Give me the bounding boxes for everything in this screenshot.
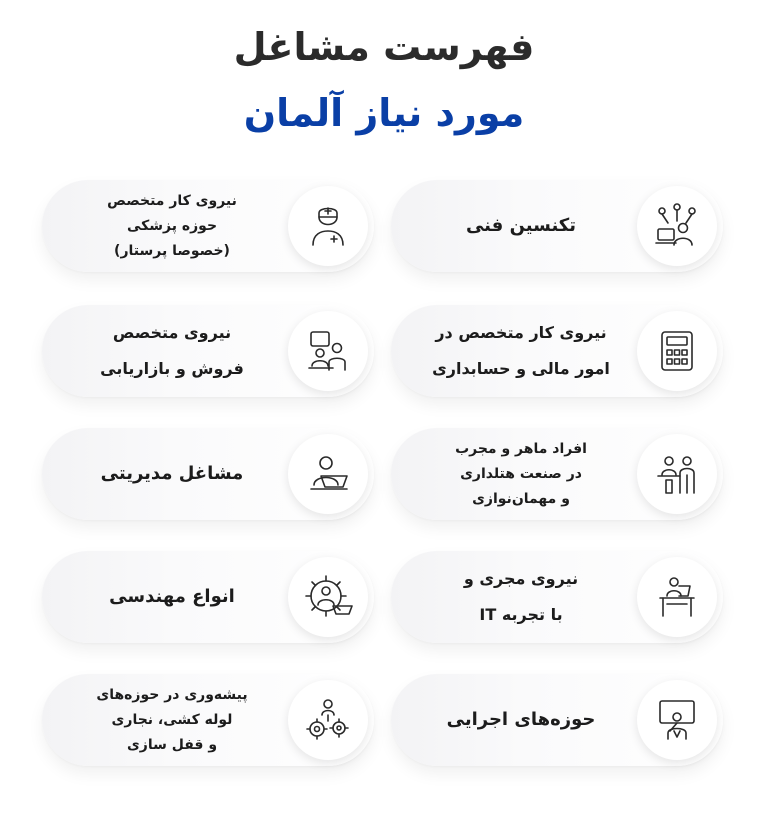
job-card-crafts <box>42 674 374 766</box>
gear-engineer-icon <box>288 557 368 637</box>
job-card-label: تکنسین فنی <box>465 215 577 236</box>
page-title: فهرست مشاغل <box>233 25 535 69</box>
job-card-label: نیروی کار متخصص در امور مالی و حسابداری <box>432 323 610 378</box>
job-card-label: نیروی مجری و با تجربه IT <box>463 569 579 624</box>
job-card-technician <box>391 180 723 272</box>
job-card-label: نیروی متخصص فروش و بازاریابی <box>100 323 244 378</box>
job-card-engineering <box>42 551 374 643</box>
calculator-icon <box>637 311 717 391</box>
job-card-it <box>391 551 723 643</box>
job-card-label: افراد ماهر و مجرب در صنعت هتلداری و مهمان‌نوازی <box>455 440 587 507</box>
job-card-label: انواع مهندسی <box>109 586 235 607</box>
hospitality-icon <box>637 434 717 514</box>
nurse-icon <box>288 186 368 266</box>
gears-worker-icon <box>288 680 368 760</box>
job-card-management <box>42 428 374 520</box>
job-card-hospitality <box>391 428 723 520</box>
laptop-user-icon <box>288 434 368 514</box>
page-subtitle: مورد نیاز آلمان <box>243 91 525 135</box>
board-presenter-icon <box>637 680 717 760</box>
job-card-label: حوزه‌های اجرایی <box>446 709 596 730</box>
job-card-label: مشاغل مدیریتی <box>100 463 244 484</box>
job-card-label: نیروی کار متخصص حوزه پزشکی (خصوصا پرستار) <box>107 192 237 259</box>
job-card-medical <box>42 180 374 272</box>
job-card-finance <box>391 305 723 397</box>
network-person-icon <box>637 186 717 266</box>
job-card-label: پیشه‌وری در حوزه‌های لوله کشی، نجاری و قفل سازی <box>96 686 248 753</box>
job-card-executive <box>391 674 723 766</box>
desk-worker-icon <box>637 557 717 637</box>
presenter-icon <box>288 311 368 391</box>
job-card-sales <box>42 305 374 397</box>
